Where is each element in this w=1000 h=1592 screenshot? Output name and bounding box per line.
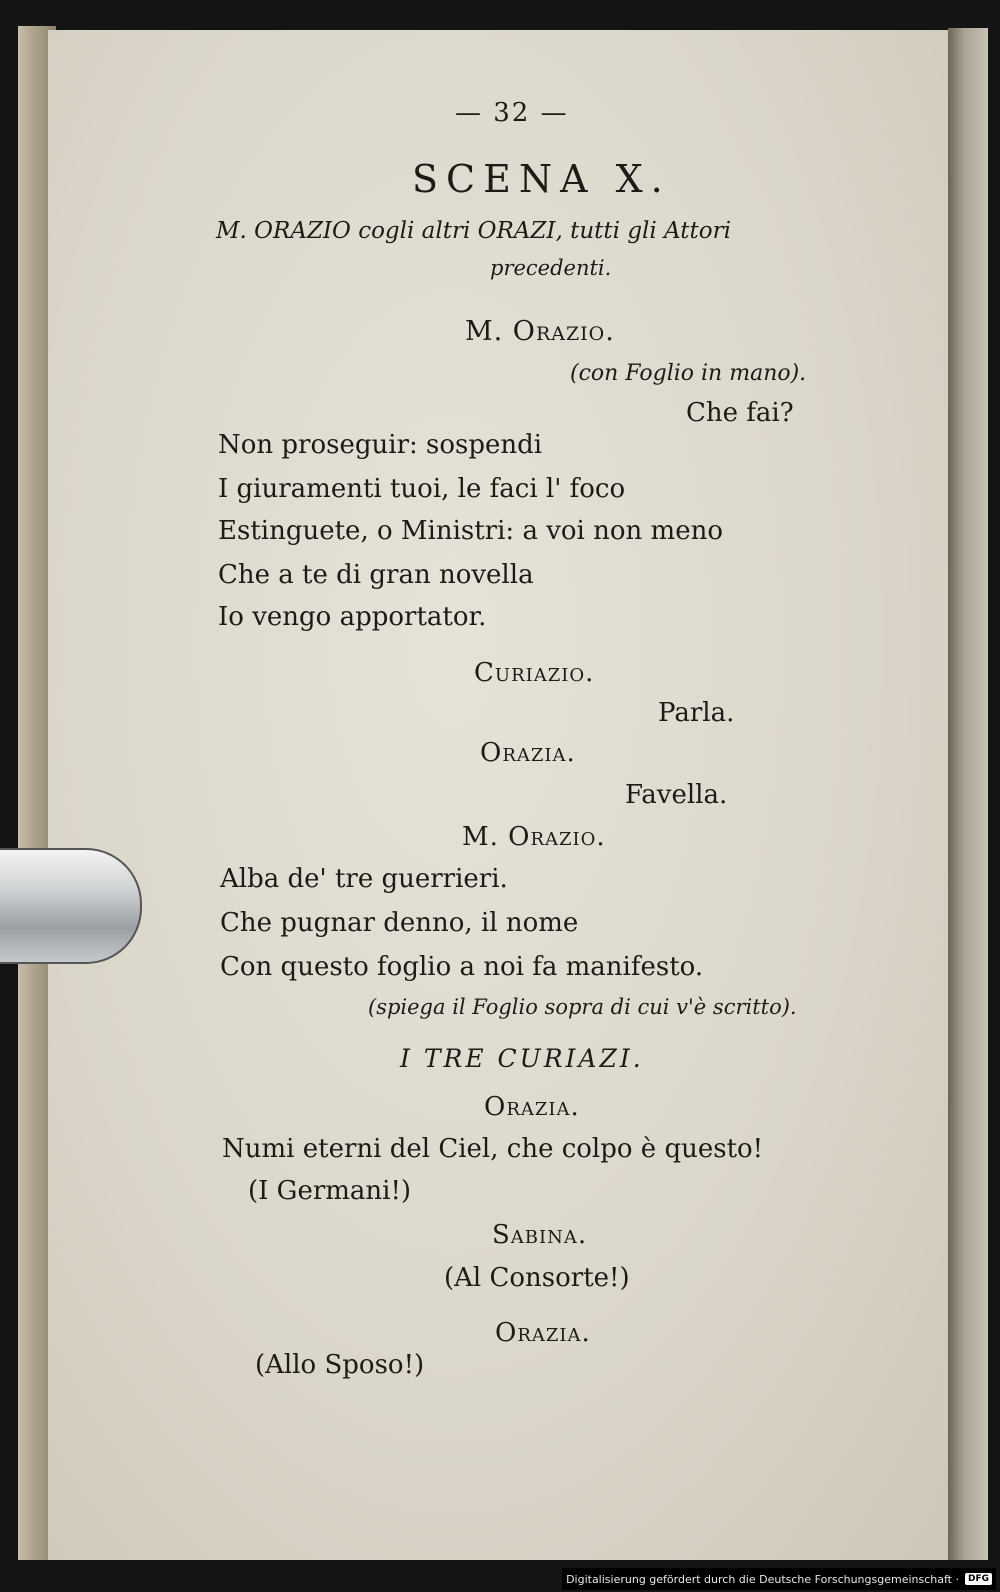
adjacent-page-edge bbox=[948, 28, 988, 1560]
verse-line: Numi eterni del Ciel, che colpo è questo! bbox=[222, 1134, 764, 1164]
page-number: — 32 — bbox=[455, 98, 569, 128]
speaker-label: M. Orazio. bbox=[462, 822, 606, 852]
verse-line: Alba de' tre guerrieri. bbox=[220, 864, 508, 894]
speaker-label: Orazia. bbox=[480, 738, 576, 768]
speaker-label: Orazia. bbox=[495, 1318, 591, 1348]
verse-line: Che fai? bbox=[686, 398, 794, 428]
speaker-label: Orazia. bbox=[484, 1092, 580, 1122]
verse-line: Con questo foglio a noi fa manifesto. bbox=[220, 952, 704, 982]
speaker-label: Curiazio. bbox=[474, 658, 595, 688]
verse-line: Non proseguir: sospendi bbox=[218, 430, 543, 460]
speaker-label: M. Orazio. bbox=[465, 316, 615, 347]
verse-line: (Allo Sposo!) bbox=[255, 1350, 425, 1380]
verse-line: Io vengo apportator. bbox=[218, 602, 487, 632]
verse-line: I giuramenti tuoi, le faci l' foco bbox=[218, 474, 626, 504]
stage-direction: (spiega il Foglio sopra di cui v'è scritto). bbox=[368, 995, 797, 1019]
page-clip bbox=[0, 848, 142, 964]
dfg-logo: DFG bbox=[965, 1573, 992, 1585]
stage-direction: M. ORAZIO cogli altri ORAZI, tutti gli Attori bbox=[216, 218, 731, 244]
speaker-label: Sabina. bbox=[492, 1220, 588, 1250]
digitization-footer bbox=[562, 1568, 996, 1590]
verse-line: Che pugnar denno, il nome bbox=[220, 908, 579, 938]
stage-direction-cont: precedenti. bbox=[490, 256, 612, 280]
stage-direction: (con Foglio in mano). bbox=[570, 361, 807, 386]
verse-line: Che a te di gran novella bbox=[218, 560, 534, 590]
verse-line: Parla. bbox=[658, 698, 735, 728]
verse-line: (I Germani!) bbox=[248, 1176, 412, 1206]
stage-direction: I TRE CURIAZI. bbox=[400, 1044, 644, 1073]
verse-line: Favella. bbox=[625, 780, 728, 810]
scene-title: SCENA X. bbox=[412, 157, 671, 201]
footer-credit: Digitalisierung gefördert durch die Deutsche Forschungsgemeinschaft · bbox=[566, 1572, 959, 1586]
verse-line: (Al Consorte!) bbox=[444, 1263, 630, 1293]
verse-line: Estinguete, o Ministri: a voi non meno bbox=[218, 516, 723, 546]
